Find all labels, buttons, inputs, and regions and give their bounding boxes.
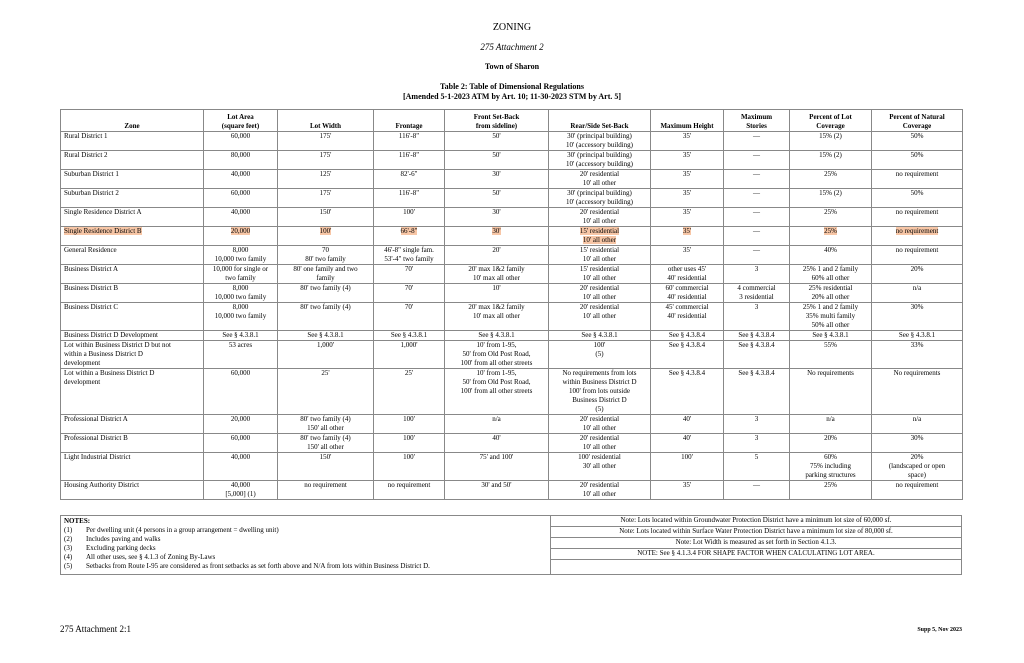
table-row	[61, 303, 963, 331]
table-cell: 25%	[790, 227, 872, 246]
column-header: Maximum Height	[651, 110, 724, 132]
table-cell: See § 4.3.8.1	[278, 331, 374, 341]
table-cell: 70'	[374, 265, 445, 284]
note-item	[64, 562, 547, 571]
table-cell: 100'	[278, 227, 374, 246]
note-number: (3)	[64, 544, 73, 552]
table-cell: 100'	[374, 434, 445, 453]
note-item	[64, 535, 547, 544]
table-cell: See § 4.3.8.4	[724, 341, 790, 369]
table-cell: 100'	[374, 208, 445, 227]
table-cell: 8,000 10,000 two family	[204, 284, 278, 303]
table-cell: 25% 1 and 2 family 35% multi family 50% all other	[790, 303, 872, 331]
table-cell: 25% 1 and 2 family 60% all other	[790, 265, 872, 284]
table-cell: 50%	[872, 132, 963, 151]
table-cell: 25%	[790, 208, 872, 227]
table-cell: 30' and 50'	[445, 481, 549, 500]
table-cell: 8,000 10,000 two family	[204, 246, 278, 265]
right-note: Note: Lots located within Surface Water Protection District have a minimum lot size of 80,000 sf.	[551, 527, 961, 538]
table-cell: 30'	[445, 227, 549, 246]
table-cell: no requirement	[872, 170, 963, 189]
table-cell: —	[724, 189, 790, 208]
table-cell: n/a	[872, 415, 963, 434]
table-cell: 20,000	[204, 227, 278, 246]
right-note: Note: Lots located within Groundwater Protection District have a minimum lot size of 60,000 sf.	[551, 516, 961, 527]
table-cell: 50'	[445, 132, 549, 151]
table-cell: 150'	[278, 208, 374, 227]
table-row	[61, 208, 963, 227]
table-cell: —	[724, 227, 790, 246]
right-note	[551, 560, 961, 570]
table-cell: 80' two family (4)	[278, 303, 374, 331]
footer-page-label: 275 Attachment 2:1	[60, 624, 131, 634]
table-cell: 175'	[278, 132, 374, 151]
table-cell: 40'	[651, 415, 724, 434]
column-header: Frontage	[374, 110, 445, 132]
right-notes-box	[550, 515, 962, 575]
table-cell: 1,000'	[374, 341, 445, 369]
table-cell: 40,000	[204, 453, 278, 481]
table-cell: 35'	[651, 132, 724, 151]
table-cell: 35'	[651, 189, 724, 208]
table-cell: 100'	[374, 415, 445, 434]
table-cell: 60,000	[204, 132, 278, 151]
table-cell: See § 4.3.8.1	[549, 331, 651, 341]
table-cell: 35'	[651, 227, 724, 246]
table-cell: 35'	[651, 246, 724, 265]
column-header: Front Set-Back from sideline)	[445, 110, 549, 132]
table-cell: 45' commercial 40' residential	[651, 303, 724, 331]
table-cell: 75' and 100'	[445, 453, 549, 481]
table-cell: —	[724, 151, 790, 170]
table-cell: 25%	[790, 481, 872, 500]
table-cell: 30'	[445, 208, 549, 227]
zone-cell: Housing Authority District	[61, 481, 204, 500]
zone-cell: Lot within Business District D but not within a Business District D development	[61, 341, 204, 369]
table-cell: 20' residential 10' all other	[549, 303, 651, 331]
table-cell: 60,000	[204, 189, 278, 208]
table-body	[61, 132, 963, 500]
table-cell: 25'	[374, 369, 445, 415]
table-cell: 1,000'	[278, 341, 374, 369]
table-cell: 3	[724, 265, 790, 284]
table-cell: 20' residential 10' all other	[549, 170, 651, 189]
table-cell: 70'	[374, 284, 445, 303]
table-cell: 125'	[278, 170, 374, 189]
zone-cell: Single Residence District A	[61, 208, 204, 227]
table-cell: 15' residential 10' all other	[549, 246, 651, 265]
zone-cell: Lot within a Business District D development	[61, 369, 204, 415]
column-header: Percent of Natural Coverage	[872, 110, 963, 132]
table-cell: 3	[724, 303, 790, 331]
table-cell: 35'	[651, 170, 724, 189]
table-cell: 80' one family and two family	[278, 265, 374, 284]
table-cell: no requirement	[872, 246, 963, 265]
dimensional-regulations-table	[60, 109, 963, 500]
table-cell: 20,000	[204, 415, 278, 434]
table-cell: —	[724, 132, 790, 151]
table-cell: 20'	[445, 246, 549, 265]
note-text: All other uses, see § 4.1.3 of Zoning By-Laws	[86, 553, 216, 561]
zone-cell: Rural District 2	[61, 151, 204, 170]
zone-cell: Business District D Development	[61, 331, 204, 341]
column-header: Maximum Stories	[724, 110, 790, 132]
table-cell: 60' commercial 40' residential	[651, 284, 724, 303]
note-text: Includes paving and walks	[86, 535, 161, 543]
note-number: (1)	[64, 526, 73, 534]
table-cell: 80' two family (4) 150' all other	[278, 434, 374, 453]
table-cell: 35'	[651, 208, 724, 227]
table-cell: 20' residential 10' all other	[549, 481, 651, 500]
table-cell: 53 acres	[204, 341, 278, 369]
table-cell: 20' residential 10' all other	[549, 434, 651, 453]
note-number: (2)	[64, 535, 73, 543]
table-row	[61, 151, 963, 170]
table-cell: 116'-8"	[374, 189, 445, 208]
table-row	[61, 284, 963, 303]
column-header: Percent of Lot Coverage	[790, 110, 872, 132]
zone-cell: Professional District A	[61, 415, 204, 434]
table-cell: 20' residential 10' all other	[549, 415, 651, 434]
zone-cell: Light Industrial District	[61, 453, 204, 481]
table-cell: 3	[724, 434, 790, 453]
zone-cell: Suburban District 1	[61, 170, 204, 189]
table-row	[61, 481, 963, 500]
table-cell: 35'	[651, 151, 724, 170]
zone-cell: Rural District 1	[61, 132, 204, 151]
table-cell: See § 4.3.8.1	[872, 331, 963, 341]
table-cell: See § 4.3.8.4	[651, 369, 724, 415]
table-cell: 70'	[374, 303, 445, 331]
table-cell: —	[724, 481, 790, 500]
table-row	[61, 369, 963, 415]
table-cell: 25%	[790, 170, 872, 189]
note-text: Per dwelling unit (4 persons in a group arrangement = dwelling unit)	[86, 526, 279, 534]
table-title: Table 2: Table of Dimensional Regulations	[440, 82, 584, 91]
table-cell: See § 4.3.8.4	[724, 331, 790, 341]
column-header: Rear/Side Set-Back	[549, 110, 651, 132]
right-note: Note: Lot Width is measured as set forth in Section 4.1.3.	[551, 538, 961, 549]
column-header: Lot Area (square feet)	[204, 110, 278, 132]
note-number: (5)	[64, 562, 73, 570]
note-text: Setbacks from Route I-95 are considered as front setbacks as set forth above and N/A from lots within Business District D.	[86, 562, 430, 570]
table-cell: —	[724, 170, 790, 189]
table-cell: 50%	[872, 151, 963, 170]
column-header: Zone	[61, 110, 204, 132]
table-cell: See § 4.3.8.1	[790, 331, 872, 341]
zone-cell: Business District A	[61, 265, 204, 284]
table-cell: 20%	[872, 265, 963, 284]
table-cell: No requirements	[872, 369, 963, 415]
zone-cell: Suburban District 2	[61, 189, 204, 208]
table-cell: 100' residential 30' all other	[549, 453, 651, 481]
table-cell: no requirement	[374, 481, 445, 500]
table-cell: no requirement	[872, 227, 963, 246]
table-cell: no requirement	[278, 481, 374, 500]
table-cell: 116'-8"	[374, 151, 445, 170]
note-item	[64, 553, 547, 562]
table-cell: no requirement	[872, 481, 963, 500]
table-cell: 100' (5)	[549, 341, 651, 369]
table-row	[61, 415, 963, 434]
table-amendment: [Amended 5-1-2023 ATM by Art. 10; 11-30-2023 STM by Art. 5]	[402, 92, 622, 101]
table-row	[61, 453, 963, 481]
table-cell: 30' (principal building) 10' (accessory building)	[549, 151, 651, 170]
table-heading	[0, 82, 1024, 102]
note-item	[64, 544, 547, 553]
table-cell: 82'-6"	[374, 170, 445, 189]
table-cell: 100'	[374, 453, 445, 481]
table-cell: 40'	[651, 434, 724, 453]
table-row	[61, 331, 963, 341]
table-cell: 30' (principal building) 10' (accessory building)	[549, 132, 651, 151]
table-cell: 40,000 [5,000] (1)	[204, 481, 278, 500]
table-cell: 4 commercial 3 residential	[724, 284, 790, 303]
table-cell: 46'-8" single fam. 53'-4" two family	[374, 246, 445, 265]
table-cell: 25'	[278, 369, 374, 415]
table-cell: 15% (2)	[790, 189, 872, 208]
town-name: Town of Sharon	[484, 62, 540, 71]
zone-cell: General Residence	[61, 246, 204, 265]
table-cell: 10,000 for single or two family	[204, 265, 278, 284]
table-cell: 20% (landscaped or open space)	[872, 453, 963, 481]
notes-box	[60, 515, 551, 575]
table-cell: No requirements from lots within Business District D 100' from lots outside Business District D (5)	[549, 369, 651, 415]
table-cell: 50'	[445, 189, 549, 208]
table-cell: 100'	[651, 453, 724, 481]
table-cell: 8,000 10,000 two family	[204, 303, 278, 331]
table-cell: 33%	[872, 341, 963, 369]
table-cell: 10' from 1-95, 50' from Old Post Road, 100' from all other streets	[445, 341, 549, 369]
table-cell: 50%	[872, 189, 963, 208]
table-row	[61, 341, 963, 369]
table-cell: See § 4.3.8.1	[204, 331, 278, 341]
table-cell: 15% (2)	[790, 151, 872, 170]
zone-cell: Business District B	[61, 284, 204, 303]
notes-list	[64, 526, 547, 571]
table-row	[61, 189, 963, 208]
table-cell: 20' max 1&2 family 10' max all other	[445, 303, 549, 331]
table-cell: See § 4.3.8.4	[651, 341, 724, 369]
table-cell: 30%	[872, 434, 963, 453]
table-cell: 55%	[790, 341, 872, 369]
table-cell: 15' residential 10' all other	[549, 227, 651, 246]
table-cell: 30'	[445, 170, 549, 189]
table-cell: 66'-8"	[374, 227, 445, 246]
table-cell: 10'	[445, 284, 549, 303]
table-cell: 15' residential 10' all other	[549, 265, 651, 284]
table-cell: See § 4.3.8.4	[651, 331, 724, 341]
table-cell: 10' from 1-95, 50' from Old Post Road, 100' from all other streets	[445, 369, 549, 415]
table-cell: 60,000	[204, 434, 278, 453]
table-cell: 175'	[278, 189, 374, 208]
table-cell: 40'	[445, 434, 549, 453]
notes-title: NOTES:	[64, 517, 91, 525]
table-cell: n/a	[872, 284, 963, 303]
table-cell: 50'	[445, 151, 549, 170]
document-title: ZONING	[492, 22, 532, 33]
table-cell: 175'	[278, 151, 374, 170]
right-note: NOTE: See § 4.1.3.4 FOR SHAPE FACTOR WHEN CALCULATING LOT AREA.	[551, 549, 961, 560]
table-header-row	[61, 110, 963, 132]
table-cell: no requirement	[872, 208, 963, 227]
table-cell: 80' two family (4)	[278, 284, 374, 303]
table-cell: 40%	[790, 246, 872, 265]
note-text: Excluding parking decks	[86, 544, 156, 552]
table-cell: 20' max 1&2 family 10' max all other	[445, 265, 549, 284]
column-header: Lot Width	[278, 110, 374, 132]
table-cell: 116'-8"	[374, 132, 445, 151]
table-row	[61, 227, 963, 246]
table-cell: 60,000	[204, 369, 278, 415]
table-row	[61, 265, 963, 284]
table-cell: 40,000	[204, 170, 278, 189]
table-cell: 20%	[790, 434, 872, 453]
table-row	[61, 170, 963, 189]
table-cell: 70 80' two family	[278, 246, 374, 265]
table-cell: 5	[724, 453, 790, 481]
table-cell: 60% 75% including parking structures	[790, 453, 872, 481]
table-cell: —	[724, 208, 790, 227]
zone-cell: Business District C	[61, 303, 204, 331]
table-cell: 35'	[651, 481, 724, 500]
table-cell: No requirements	[790, 369, 872, 415]
table-row	[61, 434, 963, 453]
table-cell: 25% residential 20% all other	[790, 284, 872, 303]
note-number: (4)	[64, 553, 73, 561]
table-row	[61, 132, 963, 151]
table-cell: 15% (2)	[790, 132, 872, 151]
table-cell: 80,000	[204, 151, 278, 170]
table-cell: —	[724, 246, 790, 265]
table-cell: See § 4.3.8.1	[374, 331, 445, 341]
table-cell: 20' residential 10' all other	[549, 208, 651, 227]
table-cell: 150'	[278, 453, 374, 481]
table-cell: 30%	[872, 303, 963, 331]
attachment-label: 275 Attachment 2	[480, 42, 544, 52]
footer-supplement: Supp 5, Nov 2023	[917, 627, 962, 633]
note-item	[64, 526, 547, 535]
zone-cell: Professional District B	[61, 434, 204, 453]
table-cell: n/a	[790, 415, 872, 434]
table-cell: 3	[724, 415, 790, 434]
table-cell: 30' (principal building) 10' (accessory building)	[549, 189, 651, 208]
table-cell: See § 4.3.8.1	[445, 331, 549, 341]
table-cell: See § 4.3.8.4	[724, 369, 790, 415]
table-cell: other uses 45' 40' residential	[651, 265, 724, 284]
table-cell: n/a	[445, 415, 549, 434]
zone-cell: Single Residence District B	[61, 227, 204, 246]
table-cell: 40,000	[204, 208, 278, 227]
table-cell: 20' residential 10' all other	[549, 284, 651, 303]
table-row	[61, 246, 963, 265]
table-cell: 80' two family (4) 150' all other	[278, 415, 374, 434]
